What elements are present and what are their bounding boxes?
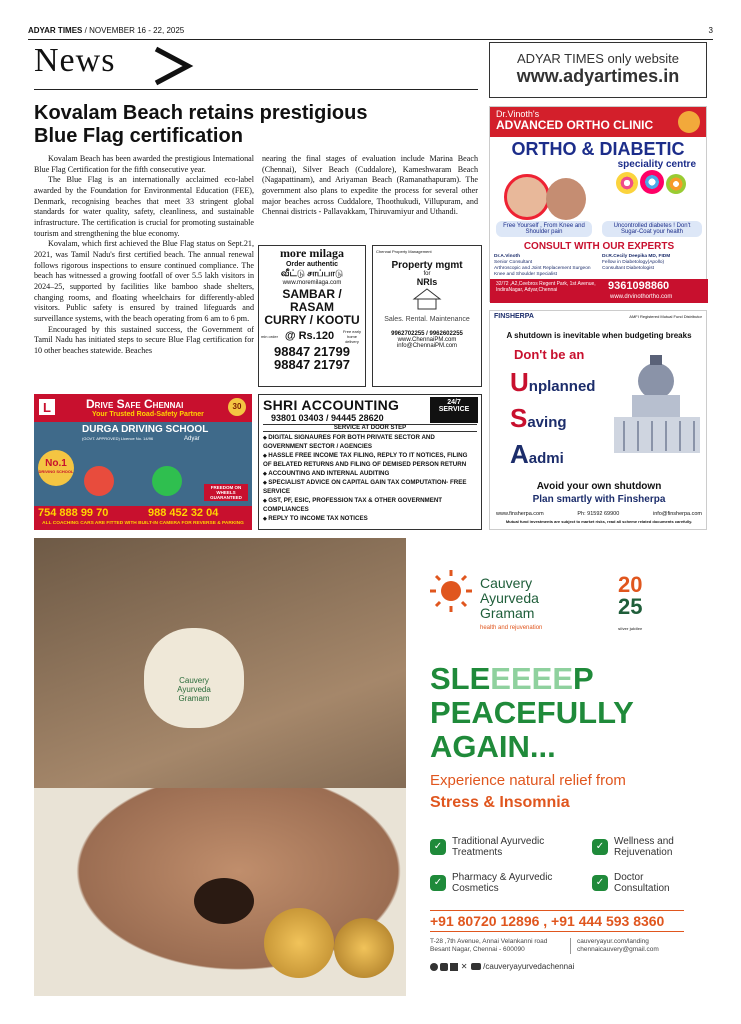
cauvery-brand (480, 576, 542, 636)
lollipop-icon (666, 174, 686, 194)
property-nris: NRIs (416, 277, 438, 287)
consult-heading: CONSULT WITH OUR EXPERTS (523, 241, 675, 252)
ortho-clinic-name: ADVANCED ORTHO CLINIC (496, 118, 654, 132)
driving-tagline: Your Trusted Road-Safety Partner (92, 411, 204, 418)
accounting-service: ◆ HASSLE FREE INCOME TAX FILING, REPLY TO IT NOTICES, FILING OF BELATED RETURNS AND FILING OF DEMISED PERSON RETURN (263, 452, 477, 470)
cauvery-social (430, 962, 574, 971)
property-email[interactable]: info@ChennaiPM.com (396, 343, 458, 349)
doctor-1-role: Arthroscopic and Joint Replacement Surgeon (494, 266, 591, 271)
lollipop-icon (640, 170, 664, 194)
article-headline (34, 102, 478, 148)
ortho-doctor: Dr.Vinoth's (496, 109, 540, 119)
ortho-address: 32/72 ,A2,Ceebros Regent Park, 1st Avenue, IndiraNagar, Adyar,Chennai (496, 281, 596, 293)
page-header (28, 26, 713, 40)
headline-line-1: Kovalam Beach retains prestigious (34, 102, 368, 124)
milaga-brand-2: milaga (309, 246, 345, 260)
property-title: Property mgmt (391, 260, 463, 271)
feature-4 (592, 872, 702, 894)
ortho-title: ORTHO & DIABETIC (511, 139, 685, 159)
cauvery-ad (34, 538, 707, 996)
property-services: Sales. Rental. Maintenance (384, 316, 470, 323)
finsherpa-tag2: Plan smartly with Finsherpa (532, 494, 666, 505)
anniversary-badge (618, 574, 642, 640)
doctor-2 (602, 254, 706, 272)
anniversary-sub: silver jubilee (618, 626, 643, 631)
finsherpa-s-line (510, 403, 567, 434)
brass-pot-icon (264, 908, 334, 978)
driving-approved: (GOVT. APPROVED) Licence No. 14/96 (82, 436, 154, 441)
ortho-web[interactable]: www.drvinothortho.com (610, 294, 673, 300)
wellness-icon: ✓ (592, 839, 608, 855)
cauvery-email[interactable]: chennaicauvery@gmail.com (577, 946, 659, 953)
accounting-door: SERVICE AT DOOR STEP (263, 424, 477, 432)
cauvery-sub: health and rejuvenation (480, 625, 543, 631)
cauvery-brand-3: Gramam (480, 605, 535, 621)
driving-photo (34, 422, 252, 506)
finsherpa-a-line (510, 439, 564, 470)
pouch-brand-2: Ayurveda (177, 685, 211, 694)
massage-photo (34, 538, 406, 996)
lollipop-icon (616, 172, 638, 194)
driving-footer: ALL COACHING CARS ARE FITTED WITH BUILT-IN CAMERA FOR REVERSE & PARKING (42, 521, 244, 526)
cauvery-brand-1: Cauvery (480, 575, 533, 591)
section-label: News (34, 42, 116, 79)
header-sep: / (84, 26, 87, 35)
finsherpa-amfi: AMFI Registered Mutual Fund Distributor (629, 314, 702, 319)
doctor-2-role: Fellow in Diabetology(Apollo) (602, 260, 665, 265)
cauvery-social-handle[interactable]: /cauveryayurvedachennai (483, 962, 575, 971)
instagram-icon[interactable] (440, 963, 448, 971)
milaga-delivery: Free early home delivery (342, 328, 361, 344)
capitol-building-icon (610, 351, 704, 461)
milaga-min-order: min order (261, 333, 278, 339)
feature-2-label: Wellness and Rejuvenation (614, 836, 674, 858)
paragraph: nearing the final stages of evaluation include Marina Beach (Chennai), Silver Beach (Cuddalore), Kameshwaram Beach (Nagapattinam), and Ariyaman Beach (Ramanathapuram). The government also plans to expedite the process for several other major beaches across Cuddalore, Thoothukudi, Villupuram, and Chennai districts - Pallavakkam, Thiruvamiyur and Uthandi. (262, 154, 478, 217)
sun-logo-icon (428, 568, 474, 614)
milaga-brand (261, 248, 363, 259)
finsherpa-phone[interactable]: Ph: 91592 69900 (577, 511, 620, 517)
no1-text: No.1 (45, 458, 67, 469)
no1-badge (38, 450, 74, 486)
property-web[interactable]: www.ChennaiPM.com (397, 337, 457, 343)
website-url[interactable]: www.adyartimes.in (516, 66, 680, 86)
cauvery-stress: Stress & Insomnia (430, 794, 570, 811)
property-for: for (423, 271, 431, 277)
finsherpa-a-rest: admi (528, 450, 564, 467)
finsherpa-web[interactable]: www.finsherpa.com (496, 511, 544, 517)
flag-letter-u: U (510, 367, 529, 397)
accounting-ad (258, 394, 482, 530)
cauvery-web[interactable]: cauveryayur.com/landing (577, 938, 649, 945)
youtube-icon[interactable] (471, 963, 481, 970)
accounting-badge (430, 397, 478, 423)
feature-4-label: Doctor Consultation (614, 872, 670, 894)
finsherpa-email[interactable]: info@finsherpa.com (653, 511, 702, 517)
milaga-item-1: SAMBAR / RASAM (282, 287, 342, 314)
milaga-order: Order authentic (285, 261, 339, 268)
milaga-brand-1: more (279, 246, 307, 260)
doctor-1-role: Knee and Shoulder Specialist (494, 272, 557, 277)
headline-p: P (573, 661, 594, 696)
finsherpa-lead: A shutdown is inevitable when budgeting breaks (506, 331, 692, 340)
driving-phone-1[interactable]: 754 888 99 70 (38, 507, 109, 519)
no1-subtext: DRIVING SCHOOL (38, 469, 74, 474)
property-logo: Chennai Property Management (376, 249, 432, 254)
headline-sle: SLE (430, 661, 491, 696)
ortho-contact-bar (490, 279, 708, 303)
feature-3 (430, 872, 570, 894)
feature-1 (430, 836, 570, 858)
doctor-icon: ✓ (592, 875, 608, 891)
doctor-1-name: Dr.A.Vinoth (494, 254, 521, 259)
accounting-badge-1: 24/7 (447, 399, 461, 406)
finsherpa-ad (489, 310, 707, 530)
accounting-service: ◆ DIGITAL SIGNAURES FOR BOTH PRIVATE SECTOR AND GOVERNMENT SECTOR / AGENCIES (263, 434, 477, 452)
flag-letter-s: S (510, 403, 528, 433)
accounting-title: SHRI ACCOUNTING (263, 397, 400, 413)
article-column-2 (262, 154, 478, 218)
feature-1-label: Traditional Ayurvedic Treatments (452, 836, 545, 858)
driving-phone-2[interactable]: 988 452 32 04 (148, 507, 219, 519)
milaga-price: @ Rs.120 (284, 330, 335, 342)
doctor-1-role: Senior Consultant (494, 260, 533, 265)
doctor-2-name: Dr.R.Cecily Deepika MD, FIDM (602, 254, 671, 259)
driving-school-ad (34, 394, 252, 530)
shoulder-pain-icon (546, 178, 586, 220)
clinic-logo-icon (678, 111, 700, 133)
accounting-service: ◆ SPECIALIST ADVICE ON CAPITAL GAIN TAX COMPUTATION- FREE SERVICE (263, 479, 477, 497)
flag-letter-a: A (510, 439, 529, 469)
website-ad[interactable] (489, 42, 707, 98)
pharmacy-icon: ✓ (430, 875, 446, 891)
ortho-phone[interactable]: 9361098860 (608, 280, 670, 292)
finsherpa-disclaimer: Mutual fund investments are subject to market risks, read all scheme related documents carefully. (505, 519, 693, 524)
paragraph: Kovalam Beach has been awarded the prestigious International Blue Flag Certification for the fifth consecutive year. (34, 154, 254, 174)
ortho-images (490, 170, 706, 228)
facebook-icon[interactable] (430, 963, 438, 971)
anniversary-year-2: 25 (618, 594, 643, 619)
cauvery-text-panel (406, 538, 707, 996)
property-mgmt-ad (372, 245, 482, 387)
cauvery-brand-2: Ayurveda (480, 590, 539, 606)
pouch-brand-3: Gramam (178, 694, 210, 703)
accounting-service: ◆ REPLY TO INCOME TAX NOTICES (263, 515, 477, 524)
property-phone[interactable]: 9962702255 / 9962602255 (391, 331, 463, 337)
cauvery-headline (430, 662, 634, 764)
brass-pot-icon (334, 918, 394, 978)
paragraph: The Blue Flag is an internationally acclaimed eco-label awarded by the Foundation for Environmental Education (FEE), Denmark, recognising beaches that meet 33 stringent global standards for water quality, safety, cleanliness, and sustainable infrastructure. The certification is crucial for promoting sustainable tourism and strengthening the blue economy. (34, 175, 254, 238)
herbal-pouch (144, 628, 244, 728)
linkedin-icon[interactable] (450, 963, 458, 971)
ortho-tag2: Uncontrolled diabetes ! Don't Sugar-Coat your health (602, 221, 702, 237)
house-icon (412, 287, 442, 311)
ortho-subtitle: speciality centre (617, 159, 696, 170)
anniversary-year-1: 20 (618, 572, 643, 597)
headline-eeee: EEEE (490, 661, 574, 696)
driving-badge: 30 (228, 398, 246, 416)
headline-peacefully: PEACEFULLY (430, 695, 634, 730)
article-column-1 (34, 154, 254, 357)
phone-icon (84, 466, 114, 496)
finsherpa-u-line (510, 367, 595, 398)
ortho-tag1: Free Yourself , From Knee and Shoulder pain (496, 221, 592, 237)
accounting-phones[interactable]: 93801 03403 / 94445 28620 (271, 413, 384, 423)
cauvery-phones[interactable]: +91 80720 12896 , +91 444 593 8360 (430, 910, 684, 932)
finsherpa-brand: FINSHERPA (494, 313, 534, 320)
cauvery-relief: Experience natural relief from (430, 772, 626, 789)
l-plate-icon: L (38, 398, 56, 416)
finsherpa-tag1: Avoid your own shutdown (536, 481, 662, 492)
cauvery-contact (570, 938, 690, 954)
milaga-web[interactable]: www.moremilaga.com (282, 280, 342, 286)
milaga-ad (258, 245, 366, 387)
ortho-banner (490, 107, 706, 137)
milaga-phone-1[interactable]: 98847 21799 (274, 344, 350, 359)
finsherpa-s-rest: aving (527, 414, 567, 431)
section-header (34, 42, 478, 90)
accounting-service: ◆ ACCOUNTING AND INTERNAL AUDITING (263, 470, 477, 479)
website-ad-line1: ADYAR TIMES only website (516, 51, 680, 66)
headline-again: AGAIN... (430, 729, 556, 764)
driving-freedom: FREEDOM ON WHEELS GUARANTEED (204, 484, 248, 501)
headline-line-2: Blue Flag certification (34, 125, 243, 147)
leaf-icon: ✓ (430, 839, 446, 855)
accounting-service: ◆ GST, PF, ESIC, PROFESSION TAX & OTHER GOVERNMENT COMPLIANCES (263, 497, 477, 515)
paragraph: Kovalam, which first achieved the Blue Flag status on Sept.21, 2021, was Tamil Nadu's first certified beach. The annual renewal follows rigorous inspections to ensure continued compliance. The beach has witnessed a growing footfall of over 5.5 lakh visitors in 2024–25, supported by facilities like bamboo shade shelters, changing rooms, and floating wheelchairs for differently-abled visitors. Public safety is ensured by trained lifeguards and surveillance systems, with the beach operating from 6 am to 6 pm. (34, 239, 254, 324)
paper-name: ADYAR TIMES (28, 26, 83, 35)
pouch-label (144, 676, 244, 703)
doctor-1 (494, 254, 600, 278)
headline-sleep (430, 662, 634, 696)
knee-pain-icon (504, 174, 550, 220)
issue-date: NOVEMBER 16 - 22, 2025 (89, 26, 185, 35)
driving-title: Drive Safe Chennai (86, 397, 184, 411)
driving-school-name: DURGA DRIVING SCHOOL (82, 424, 209, 435)
finsherpa-u-rest: nplanned (528, 378, 596, 395)
finsherpa-line0: Don't be an (514, 347, 585, 362)
page-number: 3 (708, 26, 713, 35)
milaga-phone-2[interactable]: 98847 21797 (274, 357, 350, 372)
accounting-badge-2: SERVICE (438, 406, 470, 413)
whatsapp-icon (152, 466, 182, 496)
feature-3-label: Pharmacy & Ayurvedic Cosmetics (452, 872, 553, 894)
cauvery-address: T-28 ,7th Avenue, Annai Velankanni road Besant Nagar, Chennai - 600090 (430, 938, 548, 953)
doctor-2-role: Consultant Diabetologist (602, 266, 654, 271)
milaga-tamil: வீட்டு சாப்பாடு (280, 268, 344, 278)
x-icon[interactable]: ✕ (460, 961, 468, 971)
pouch-brand-1: Cauvery (179, 676, 209, 685)
woman-hair (194, 878, 254, 924)
chevron-right-icon (152, 46, 194, 86)
ortho-clinic-ad (489, 106, 707, 302)
feature-2 (592, 836, 702, 858)
milaga-item-2: CURRY / KOOTU (264, 313, 360, 327)
paragraph: Encouraged by this sustained success, the Government of Tamil Nadu has initiated steps to secure Blue Flag certification for 10 other beaches statewide. Beaches (34, 324, 254, 356)
driving-location: Adyar (184, 436, 200, 442)
